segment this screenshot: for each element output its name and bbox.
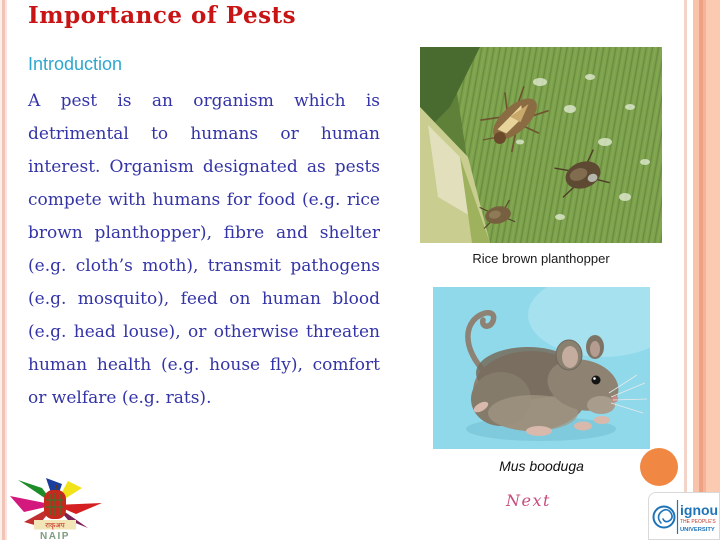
naip-hindi-text: राकृअप — [45, 521, 65, 530]
next-link[interactable]: Next — [506, 491, 551, 510]
right-border-stripes — [684, 0, 720, 540]
ignou-abbr-text: ignou — [680, 502, 719, 518]
naip-abbr-text: NAIP — [40, 531, 70, 540]
ignou-tagline-top: THE PEOPLE'S — [680, 519, 716, 525]
page-title: Importance of Pests — [28, 2, 297, 29]
left-border-stripe — [0, 0, 7, 540]
body-paragraph: A pest is an organism which is detrimental to humans or human interest. Organism designated as pests compete with humans for food (e.g. rice brown planthopper), fibre and shelter (e.g. cloth’s moth), transmit pathogens (e.g. mosquito), feed on human blood (e.g. head louse), or otherwise threaten human health (e.g. house fly), comfort or welfare (e.g. rats). — [28, 91, 380, 408]
ignou-tagline-bottom: UNIVERSITY — [680, 527, 715, 533]
section-subtitle: Introduction — [28, 54, 123, 74]
naip-apple-icon — [44, 485, 66, 519]
planthopper-photo — [420, 47, 662, 243]
ignou-logo — [648, 492, 720, 540]
decorative-orange-circle — [640, 448, 678, 486]
mouse-photo — [433, 287, 650, 449]
naip-logo — [8, 478, 108, 540]
figure-caption-planthopper: Rice brown planthopper — [472, 251, 610, 266]
ignou-emblem-icon — [654, 507, 675, 528]
figure-caption-mouse: Mus booduga — [499, 458, 584, 474]
